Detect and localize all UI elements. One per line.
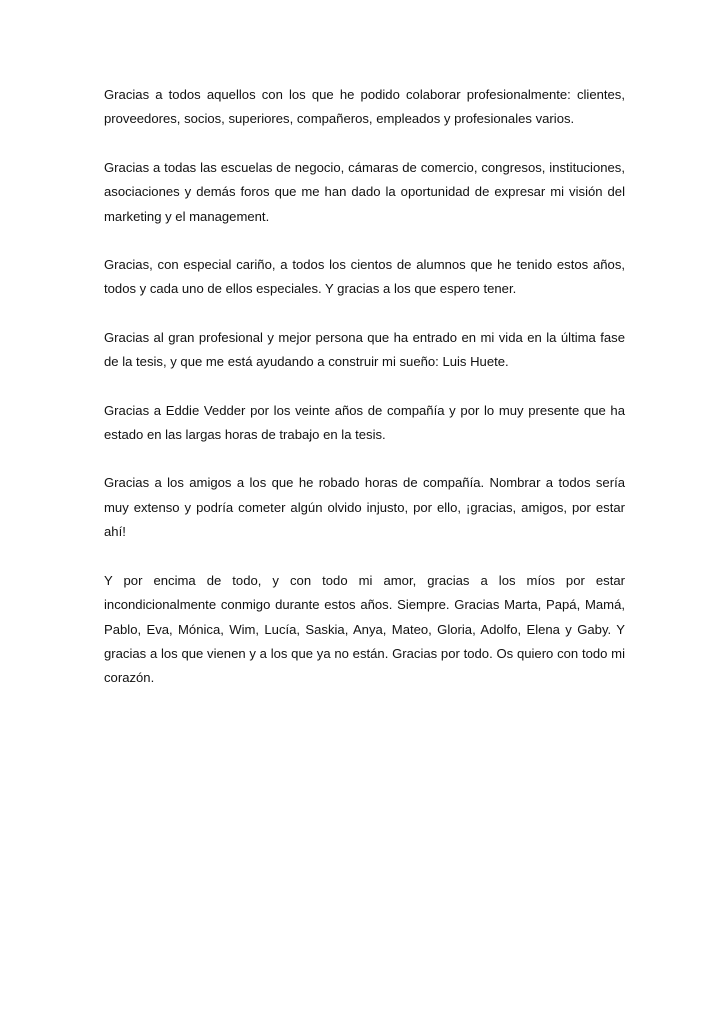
paragraph-institutions: Gracias a todas las escuelas de negocio, cámaras de comercio, congresos, instituciones, asociaciones y demás foros que me han dado la oportunidad de expresar mi visión del marketing y el management. xyxy=(104,159,625,224)
paragraph-eddie-vedder: Gracias a Eddie Vedder por los veinte años de compañía y por lo muy presente que ha estado en las largas horas de trabajo en la tesis. xyxy=(104,402,625,443)
paragraph-friends: Gracias a los amigos a los que he robado horas de compañía. Nombrar a todos sería muy extenso y podría cometer algún olvido injusto, por ello, ¡gracias, amigos, por estar ahí! xyxy=(104,475,625,540)
paragraph-family: Y por encima de todo, y con todo mi amor, gracias a los míos por estar incondicionalmente conmigo durante estos años. Siempre. Gracias Marta, Papá, Mamá, Pablo, Eva, Mónica, Wim, Lucía, Saskia, Anya, Mateo, Gloria, Adolfo, Elena y Gaby. Y gracias a los que vienen y a los que ya no están. Gracias por todo. Os quiero con todo mi corazón. xyxy=(104,572,625,686)
paragraph-luis-huete: Gracias al gran profesional y mejor persona que ha entrado en mi vida en la última fase de la tesis, y que me está ayudando a construir mi sueño: Luis Huete. xyxy=(104,329,625,370)
paragraph-students: Gracias, con especial cariño, a todos los cientos de alumnos que he tenido estos años, todos y cada uno de ellos especiales. Y gracias a los que espero tener. xyxy=(104,257,625,297)
acknowledgements-body xyxy=(104,83,625,715)
paragraph-colleagues: Gracias a todos aquellos con los que he podido colaborar profesionalmente: clientes, proveedores, socios, superiores, compañeros, empleados y profesionales varios. xyxy=(104,87,625,127)
